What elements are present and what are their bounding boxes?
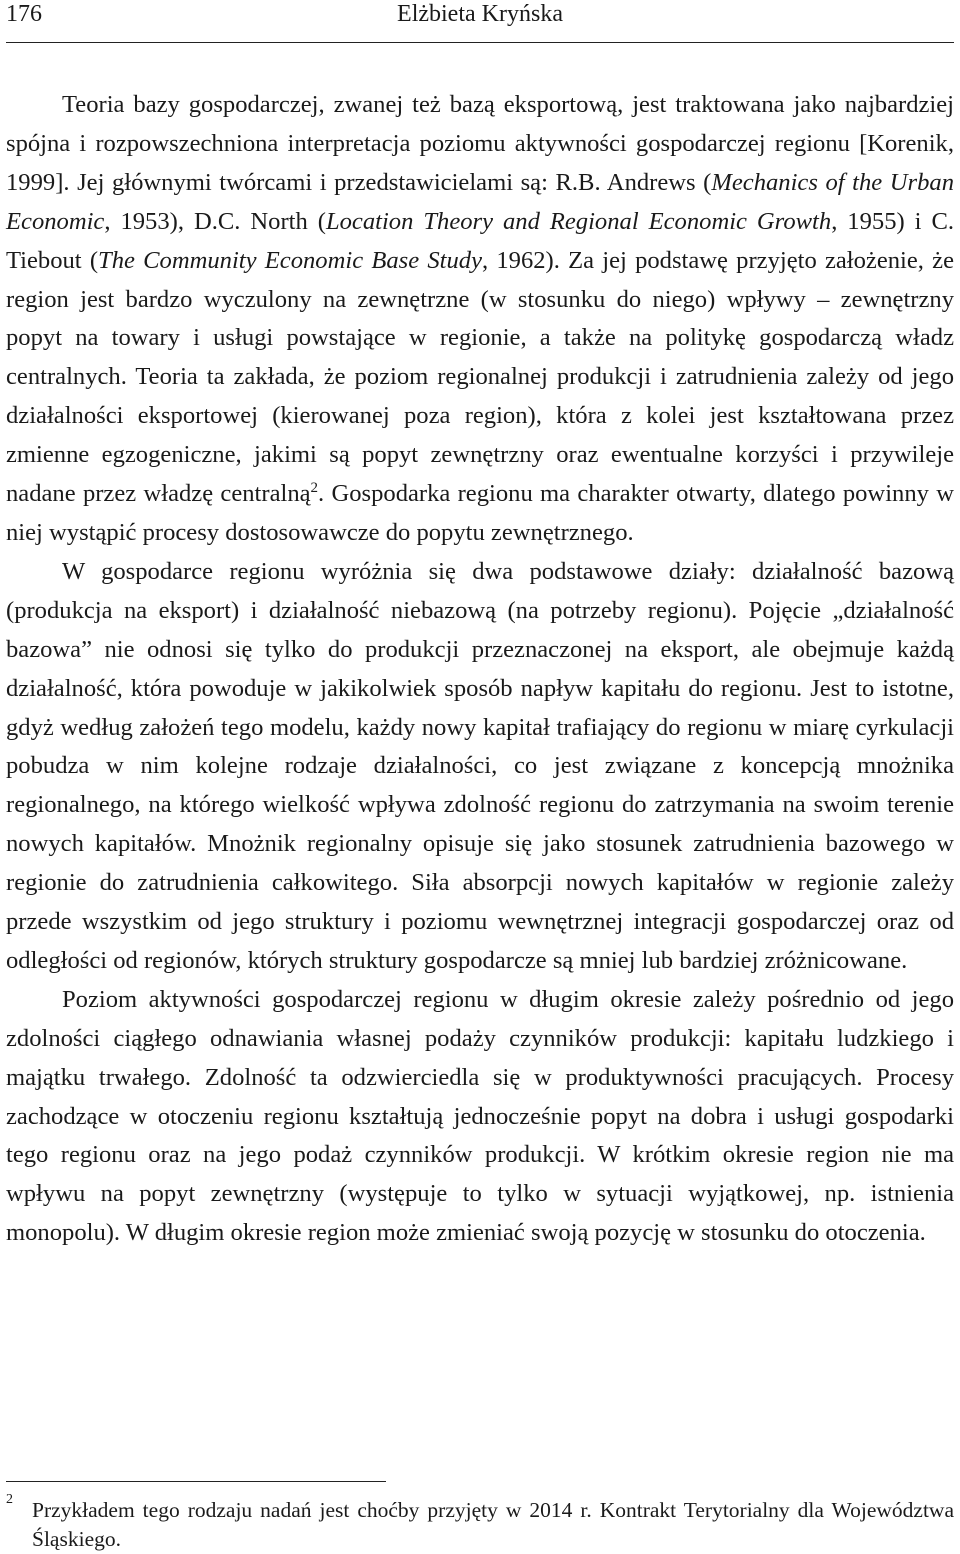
footnote-text: Przykładem tego rodzaju nadań jest choćby przyjęty w 2014 r. Kontrakt Terytorialny dla Województwa Śląskiego. [32, 1498, 954, 1551]
running-header [6, 0, 954, 43]
footnote-number: 2 [6, 1492, 13, 1507]
book-title-community: The Community Economic Base Study [98, 246, 482, 274]
body-text [6, 86, 954, 1253]
paragraph-1-part-2: , 1953), D.C. North ( [104, 207, 326, 235]
footnote-reference[interactable]: 2 [310, 479, 319, 496]
running-author: Elżbieta Kryńska [397, 1, 563, 27]
page-number: 176 [6, 1, 42, 27]
paragraph-1 [6, 86, 954, 553]
paragraph-1-part-5: . Gospodarka regionu ma charakter otwarty, dlatego powinny w niej wystąpić procesy dostosowawcze do popytu zewnętrznego. [6, 480, 954, 546]
book-title-location-theory: Location Theory and Regional Economic Growth [325, 207, 832, 235]
footnote-separator [6, 1481, 386, 1482]
paragraph-1-part-1: Teoria bazy gospodarczej, zwanej też bazą eksportową, jest traktowana jako najbardziej spójna i rozpowszechniona interpretacja poziomu aktywności gospodarczej regionu [Korenik, 1999]. Jej głównymi twórcami i przedstawicielami są: R.B. Andrews ( [6, 91, 954, 196]
paragraph-1-part-4: , 1962). Za jej podstawę przyjęto założenie, że region jest bardzo wyczulony na zewnętrzne (w stosunku do niego) wpływy – zewnętrzny popyt na towary i usługi powstające w regionie, a także na politykę gospodarczą władz centralnych. Teoria ta zakłada, że poziom regionalnej produkcji i zatrudnienia zależy od jego działalności eksportowej (kierowanej poza region), która z kolei jest kształtowana przez zmienne egzogeniczne, jakimi są popyt zewnętrzny oraz ewentualne korzyści i przywileje nadane przez władzę centralną [6, 246, 955, 508]
paragraph-3: Poziom aktywności gospodarczej regionu w długim okresie zależy pośrednio od jego zdolności ciągłego odnawiania własnej podaży czynników produkcji: kapitału ludzkiego i majątku trwałego. Zdolność ta odzwierciedla się w produktywności pracujących. Procesy zachodzące w otoczeniu regionu kształtują jednocześnie popyt na dobra i usługi gospodarki tego regionu oraz na jego podaż czynników produkcji. W krótkim okresie region nie ma wpływu na popyt zewnętrzny (występuje to tylko w sytuacji wyjątkowej, np. istnienia monopolu). W długim okresie region może zmieniać swoją pozycję w stosunku do otoczenia. [6, 985, 954, 1247]
paragraph-2: W gospodarce regionu wyróżnia się dwa podstawowe działy: działalność bazową (produkcja na eksport) i działalność niebazową (na potrzeby regionu). Pojęcie „działalność bazowa” nie odnosi się tylko do produkcji przeznaczonej na eksport, ale obejmuje każdą działalność, która powoduje w jakikolwiek sposób napływ kapitału do regionu. Jest to istotne, gdyż według założeń tego modelu, każdy nowy kapitał trafiający do regionu w miarę cyrkulacji pobudza w nim kolejne rodzaje działalności, co jest związane z koncepcją mnożnika regionalnego, na którego wielkość wpływa zdolność regionu do zatrzymania na swoim terenie nowych kapitałów. Mnożnik regionalny opisuje się jako stosunek zatrudnienia bazowego w regionie do zatrudnienia całkowitego. Siła absorpcji nowych kapitałów w regionie zależy przede wszystkim od jego struktury i poziomu wewnętrznej integracji gospodarczej oraz od odległości od regionów, których struktury gospodarcze są mniej lub bardziej zróżnicowane. [6, 557, 954, 974]
footnote [6, 1492, 954, 1554]
paragraph-1-part-3: , 1955) i C. Tiebout ( [6, 207, 955, 274]
book-title-mechanics: Mechanics of the Urban Economic [6, 168, 955, 235]
